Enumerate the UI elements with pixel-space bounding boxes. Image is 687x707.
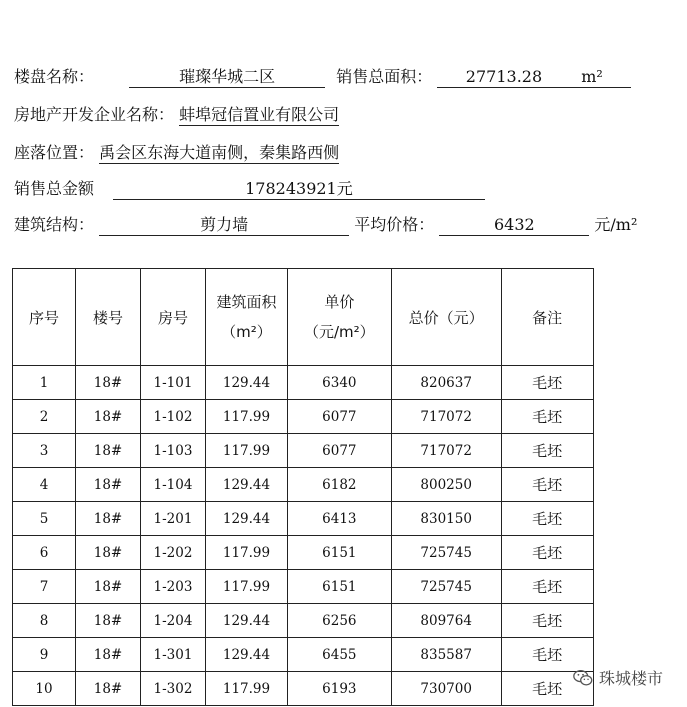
watermark-text: 珠城楼市	[599, 669, 664, 688]
table-row	[13, 366, 594, 400]
header-total: 总价（元）	[391, 269, 501, 366]
cell-note: 毛坯	[501, 468, 593, 502]
cell-note: 毛坯	[501, 638, 593, 672]
cell-total: 717072	[391, 434, 501, 468]
cell-total: 835587	[391, 638, 501, 672]
developer-value: 蚌埠冠信置业有限公司	[179, 105, 340, 124]
cell-seq: 8	[13, 604, 76, 638]
developer-line	[14, 102, 339, 128]
avg-label: 平均价格：	[354, 215, 435, 234]
cell-room: 1-302	[141, 672, 206, 706]
cell-seq: 4	[13, 468, 76, 502]
area-unit: m²	[581, 67, 603, 86]
cell-area: 117.99	[206, 672, 288, 706]
table-row	[13, 502, 594, 536]
cell-area: 117.99	[206, 400, 288, 434]
total-value: 178243921元	[245, 179, 353, 198]
cell-building: 18#	[76, 638, 141, 672]
structure-label: 建筑结构：	[14, 215, 95, 234]
cell-price: 6151	[288, 570, 392, 604]
cell-total: 809764	[391, 604, 501, 638]
total-label: 销售总金额	[14, 179, 95, 198]
cell-price: 6413	[288, 502, 392, 536]
cell-price: 6193	[288, 672, 392, 706]
cell-total: 730700	[391, 672, 501, 706]
table-row	[13, 638, 594, 672]
cell-total: 725745	[391, 536, 501, 570]
cell-room: 1-202	[141, 536, 206, 570]
developer-label: 房地产开发企业名称：	[14, 105, 175, 124]
cell-building: 18#	[76, 570, 141, 604]
wechat-icon	[572, 667, 594, 689]
table-row	[13, 536, 594, 570]
cell-note: 毛坯	[501, 672, 593, 706]
table-row	[13, 434, 594, 468]
total-line	[14, 176, 485, 202]
cell-seq: 7	[13, 570, 76, 604]
cell-note: 毛坯	[501, 366, 593, 400]
cell-seq: 6	[13, 536, 76, 570]
cell-building: 18#	[76, 366, 141, 400]
header-price: 单价（元/m²）	[288, 269, 392, 366]
cell-price: 6151	[288, 536, 392, 570]
cell-seq: 3	[13, 434, 76, 468]
cell-note: 毛坯	[501, 502, 593, 536]
table-row	[13, 604, 594, 638]
table-header-row	[13, 269, 594, 366]
sales-table	[12, 268, 594, 706]
cell-room: 1-103	[141, 434, 206, 468]
avg-value: 6432	[439, 215, 589, 236]
cell-room: 1-101	[141, 366, 206, 400]
header-room: 房号	[141, 269, 206, 366]
cell-room: 1-201	[141, 502, 206, 536]
cell-room: 1-104	[141, 468, 206, 502]
cell-area: 129.44	[206, 638, 288, 672]
cell-building: 18#	[76, 672, 141, 706]
cell-price: 6182	[288, 468, 392, 502]
location-line	[14, 140, 339, 166]
cell-room: 1-203	[141, 570, 206, 604]
table-row	[13, 468, 594, 502]
location-value: 禹会区东海大道南侧，秦集路西侧	[99, 143, 340, 162]
project-label: 楼盘名称：	[14, 67, 95, 86]
cell-building: 18#	[76, 604, 141, 638]
cell-price: 6340	[288, 366, 392, 400]
cell-seq: 9	[13, 638, 76, 672]
cell-total: 717072	[391, 400, 501, 434]
structure-value: 剪力墙	[99, 215, 349, 236]
header-seq: 序号	[13, 269, 76, 366]
cell-room: 1-204	[141, 604, 206, 638]
cell-room: 1-102	[141, 400, 206, 434]
cell-building: 18#	[76, 536, 141, 570]
table-row	[13, 570, 594, 604]
header-note: 备注	[501, 269, 593, 366]
cell-area: 129.44	[206, 502, 288, 536]
area-label: 销售总面积：	[336, 67, 433, 86]
avg-unit: 元/m²	[594, 215, 638, 234]
cell-area: 117.99	[206, 434, 288, 468]
cell-total: 725745	[391, 570, 501, 604]
cell-note: 毛坯	[501, 434, 593, 468]
cell-total: 830150	[391, 502, 501, 536]
cell-price: 6256	[288, 604, 392, 638]
header-area: 建筑面积（m²）	[206, 269, 288, 366]
cell-area: 129.44	[206, 604, 288, 638]
table-row	[13, 400, 594, 434]
header-building: 楼号	[76, 269, 141, 366]
project-line	[14, 64, 631, 90]
cell-total: 800250	[391, 468, 501, 502]
area-value: 27713.28	[465, 67, 543, 86]
cell-area: 129.44	[206, 468, 288, 502]
cell-price: 6077	[288, 400, 392, 434]
cell-note: 毛坯	[501, 570, 593, 604]
cell-total: 820637	[391, 366, 501, 400]
cell-area: 129.44	[206, 366, 288, 400]
table-row	[13, 672, 594, 706]
cell-note: 毛坯	[501, 400, 593, 434]
cell-price: 6455	[288, 638, 392, 672]
cell-note: 毛坯	[501, 536, 593, 570]
cell-building: 18#	[76, 400, 141, 434]
cell-building: 18#	[76, 434, 141, 468]
cell-building: 18#	[76, 468, 141, 502]
project-value: 璀璨华城二区	[129, 67, 325, 88]
cell-building: 18#	[76, 502, 141, 536]
cell-seq: 2	[13, 400, 76, 434]
watermark	[572, 666, 663, 689]
cell-seq: 1	[13, 366, 76, 400]
cell-room: 1-301	[141, 638, 206, 672]
location-label: 座落位置：	[14, 143, 95, 162]
cell-note: 毛坯	[501, 604, 593, 638]
structure-line	[14, 212, 637, 238]
cell-seq: 5	[13, 502, 76, 536]
cell-price: 6077	[288, 434, 392, 468]
cell-area: 117.99	[206, 536, 288, 570]
cell-area: 117.99	[206, 570, 288, 604]
cell-seq: 10	[13, 672, 76, 706]
